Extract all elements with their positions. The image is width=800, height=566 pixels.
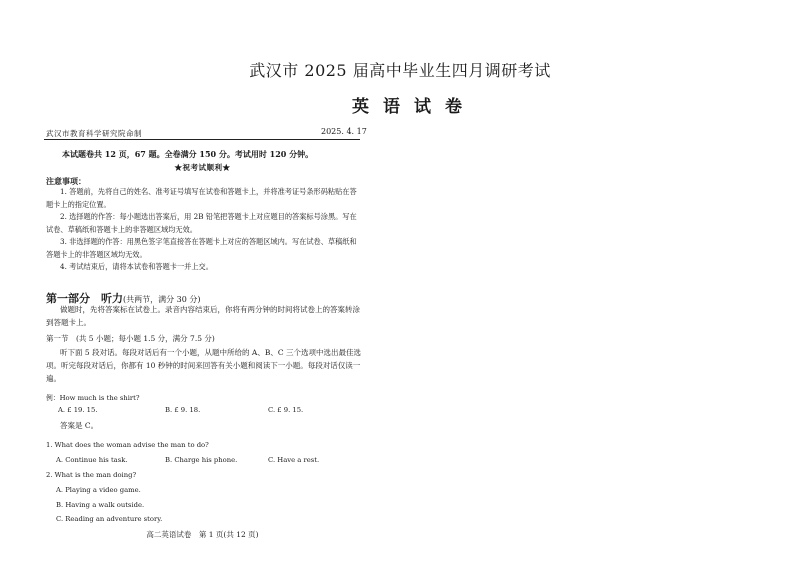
subject-title: 英语试卷 (352, 97, 476, 117)
example-option-c: C. £ 9. 15. (268, 406, 304, 414)
section1-title: 第一节 (共 5 小题；每小题 1.5 分，满分 7.5 分) (46, 334, 215, 343)
issuer-text: 武汉市教育科学研究院命制 (46, 129, 142, 138)
part1-subtitle: (共两节，满分 30 分) (123, 295, 201, 304)
q2-option-c: C. Reading an adventure story. (56, 515, 163, 523)
example-answer: 答案是 C。 (60, 421, 99, 430)
exam-title: 武汉市 2025 届高中毕业生四月调研考试 (249, 61, 551, 80)
good-luck-mark: ★祝考试顺利★ (174, 163, 231, 172)
q1-option-c: C. Have a rest. (268, 456, 320, 464)
q1-option-a: A. Continue his task. (56, 456, 128, 464)
q2-question: 2. What is the man doing? (46, 471, 137, 479)
notice-item-1: 1. 答题前，先将自己的姓名、准考证号填写在试卷和答题卡上，并将准考证号条形码粘贴在答题卡上的指定位置。 (46, 187, 357, 209)
page-footer: 高二英语试卷 第 1 页(共 12 页) (146, 530, 259, 539)
exam-date: 2025. 4. 17 (321, 127, 367, 136)
q1-option-b: B. Charge his phone. (165, 456, 238, 464)
part1-title-text: 第一部分 听力 (46, 292, 123, 305)
q2-option-a: A. Playing a video game. (56, 486, 141, 494)
q2-option-b: B. Having a walk outside. (56, 501, 145, 509)
notice-item-3: 3. 非选择题的作答：用黑色签字笔直接答在答题卡上对应的答题区域内。写在试卷、草稿纸和答题卡上的非答题区域均无效。 (46, 237, 357, 259)
notice-title: 注意事项： (46, 176, 86, 186)
section1-instruction: 听下面 5 段对话。每段对话后有一个小题，从题中所给的 A、B、C 三个选项中选出最佳选项。听完每段对话后，你都有 10 秒钟的时间来回答有关小题和阅读下一小题。每段对话仅读一遍。 (46, 348, 361, 383)
exam-intro: 本试题卷共 12 页，67 题。全卷满分 150 分。考试用时 120 分钟。 (62, 149, 314, 159)
example-question: 例：How much is the shirt? (46, 394, 140, 402)
header-divider (44, 139, 360, 140)
notice-item-4: 4. 考试结束后，请将本试卷和答题卡一并上交。 (60, 262, 213, 271)
example-option-b: B. £ 9. 18. (165, 406, 201, 414)
notice-item-2: 2. 选择题的作答：每小题选出答案后，用 2B 铅笔把答题卡上对应题目的答案标号涂黑。写在试卷、草稿纸和答题卡上的非答题区域均无效。 (46, 212, 357, 234)
q1-question: 1. What does the woman advise the man to do? (46, 441, 209, 449)
part1-instruction: 做题时，先将答案标在试卷上。录音内容结束后，你将有两分钟的时间将试卷上的答案转涂到答题卡上。 (46, 305, 360, 327)
example-option-a: A. £ 19. 15. (58, 406, 98, 414)
